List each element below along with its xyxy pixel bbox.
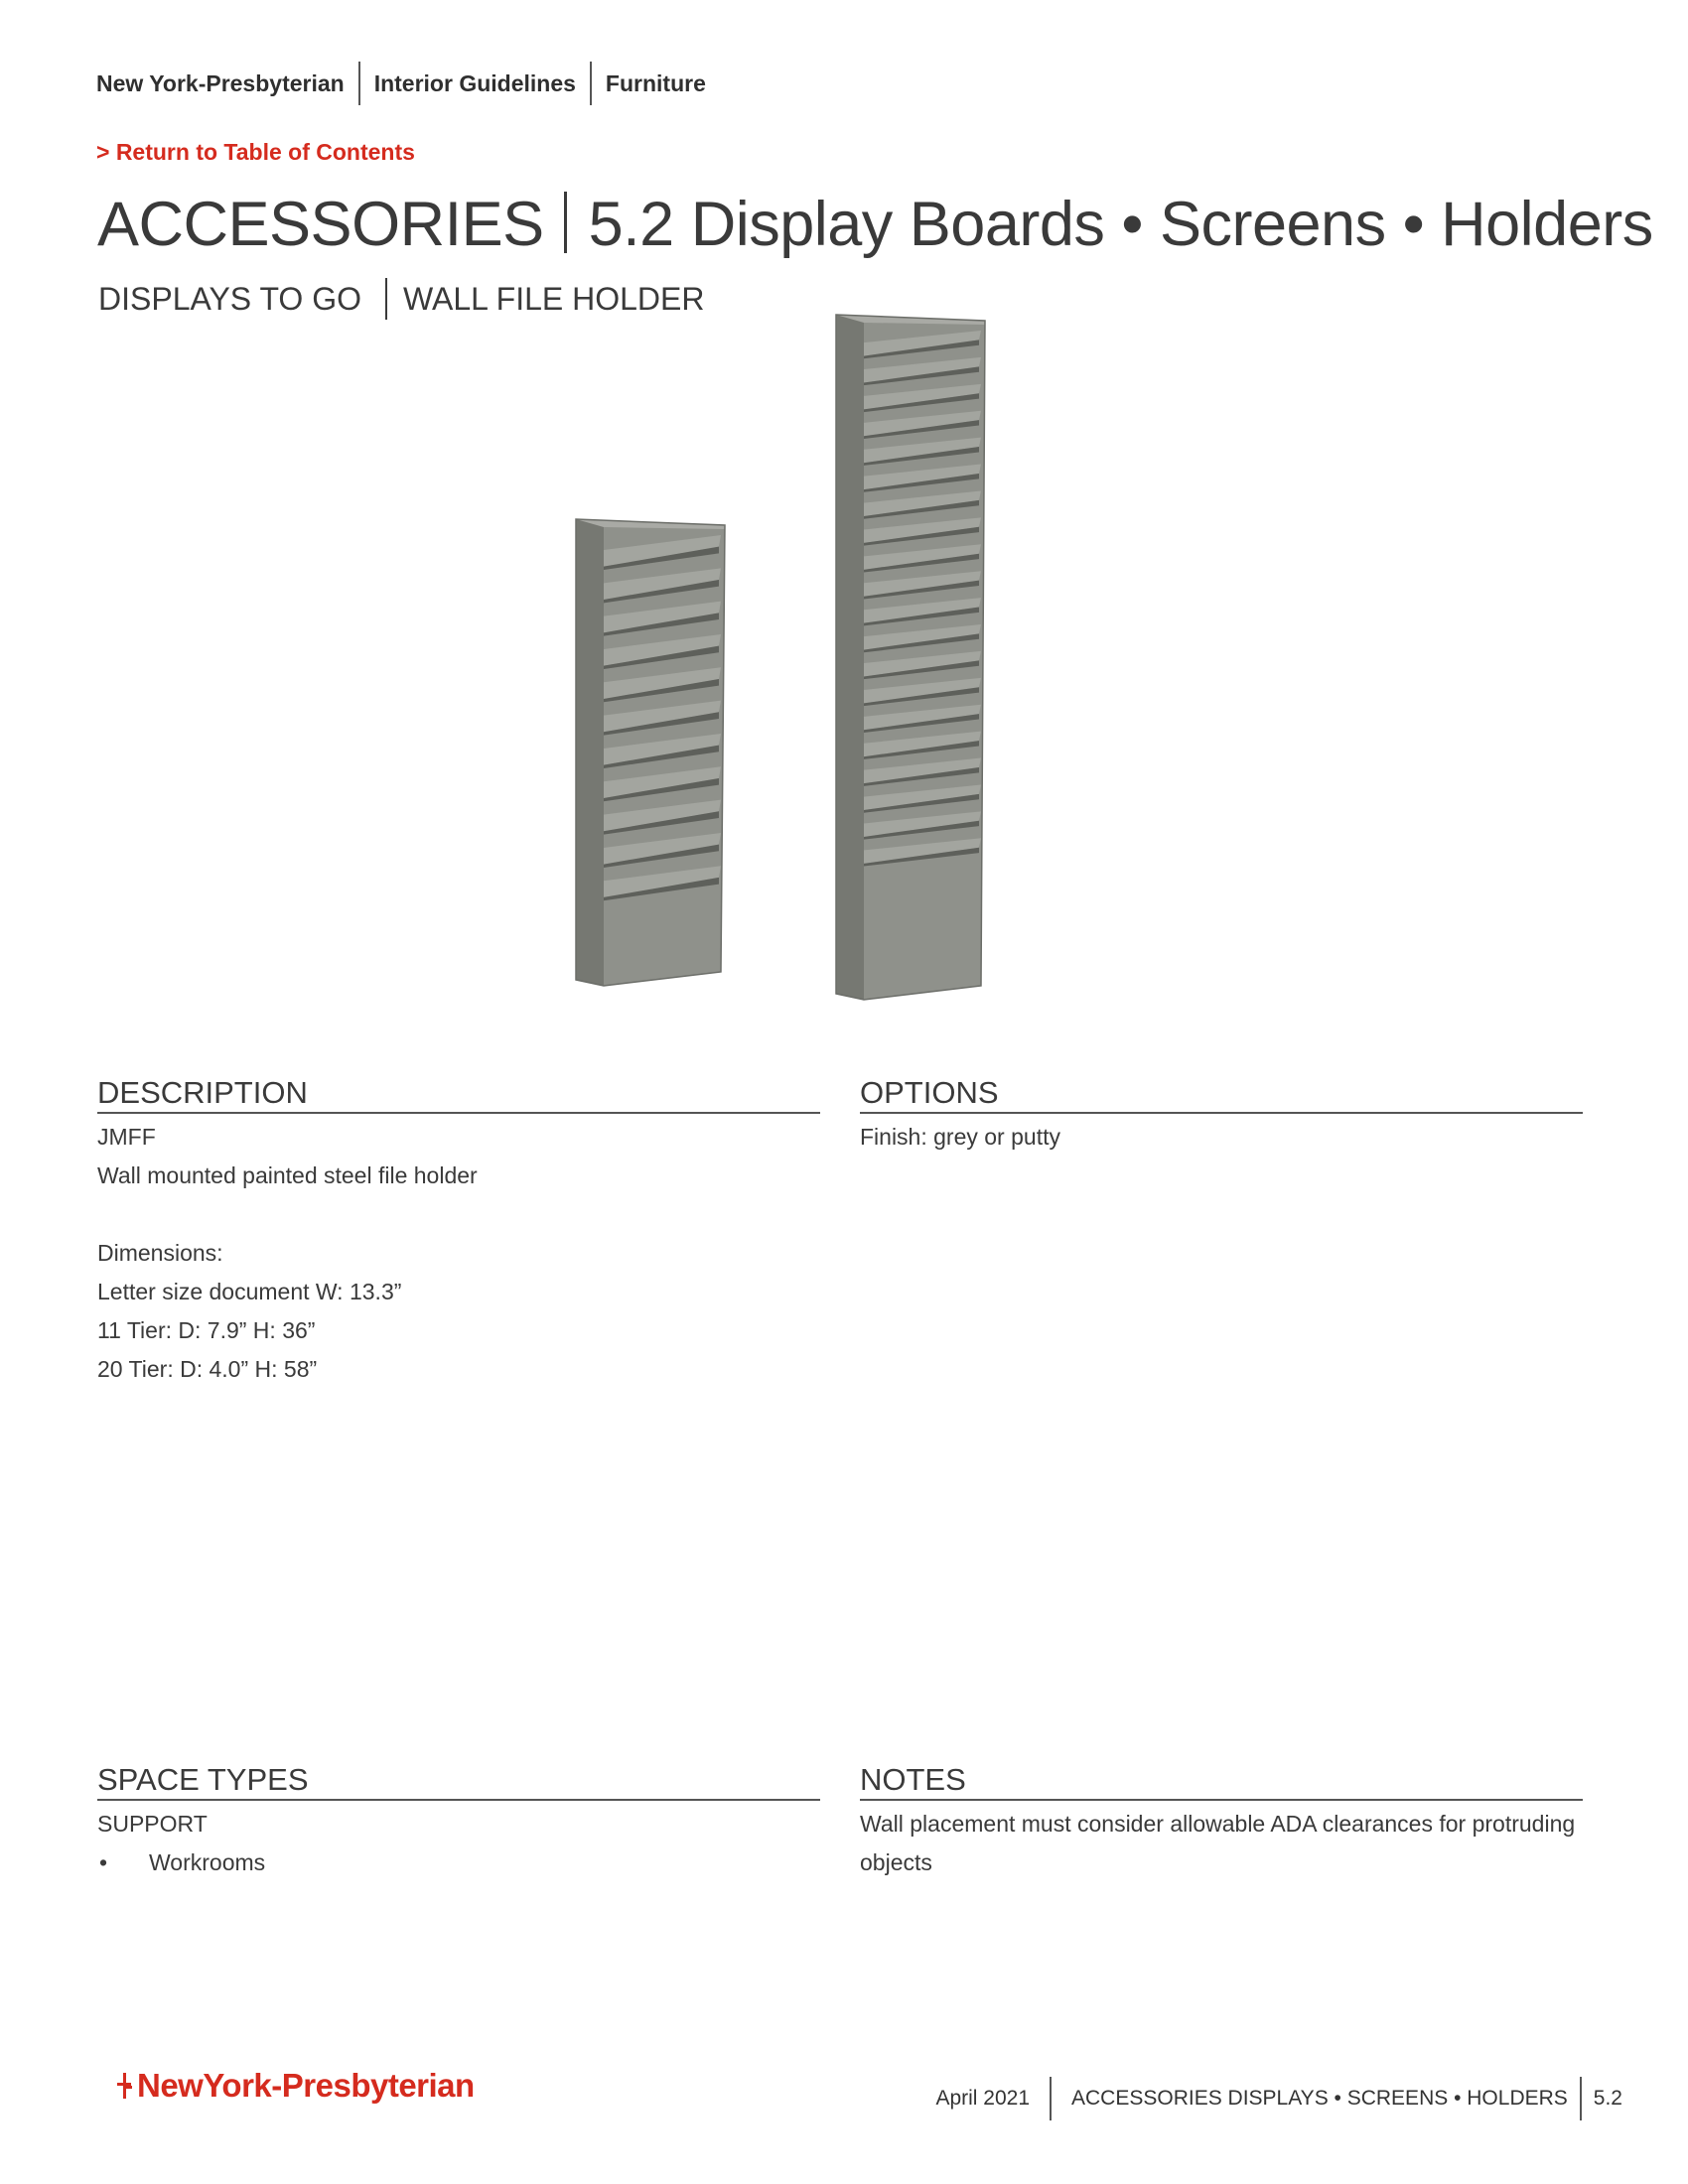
bullet-glyph: • bbox=[99, 1849, 108, 1875]
breadcrumb bbox=[96, 62, 706, 105]
space-types-heading: SPACE TYPES bbox=[97, 1761, 820, 1801]
vendor-name: DISPLAYS TO GO bbox=[98, 280, 361, 317]
file-holder-20-tier-image bbox=[836, 315, 985, 1000]
page-footer bbox=[935, 2077, 1622, 2120]
description-line: Wall mounted painted steel file holder bbox=[97, 1162, 478, 1188]
file-holder-11-tier-image bbox=[576, 519, 725, 986]
space-types-section bbox=[97, 1761, 820, 1882]
description-line: Letter size document W: 13.3” bbox=[97, 1279, 402, 1304]
notes-section bbox=[860, 1761, 1583, 1882]
space-types-body bbox=[97, 1805, 820, 1882]
options-section bbox=[860, 1074, 1583, 1157]
options-body bbox=[860, 1118, 1583, 1157]
breadcrumb-item-organization: New York-Presbyterian bbox=[96, 69, 345, 96]
page-title bbox=[97, 189, 1653, 260]
footer-date: April 2021 bbox=[935, 2087, 1030, 2110]
page-title-section: 5.2 Display Boards • Screens • Holders bbox=[588, 190, 1653, 259]
product-image-file-holders bbox=[556, 313, 1003, 1008]
list-item bbox=[97, 1843, 820, 1882]
options-line: Finish: grey or putty bbox=[860, 1124, 1060, 1150]
footer-section-name: ACCESSORIES DISPLAYS • SCREENS • HOLDERS bbox=[1071, 2087, 1568, 2110]
description-line: Dimensions: bbox=[97, 1240, 223, 1266]
space-type-category: SUPPORT bbox=[97, 1811, 208, 1837]
description-line: JMFF bbox=[97, 1124, 156, 1150]
product-name: WALL FILE HOLDER bbox=[402, 280, 705, 317]
description-line bbox=[97, 1195, 820, 1234]
breadcrumb-item-furniture: Furniture bbox=[605, 69, 706, 96]
description-line: 11 Tier: D: 7.9” H: 36” bbox=[97, 1317, 316, 1343]
subtitle-divider bbox=[385, 278, 387, 320]
notes-body bbox=[860, 1805, 1583, 1882]
description-heading: DESCRIPTION bbox=[97, 1074, 820, 1114]
nyp-logo-text: NewYork-Presbyterian bbox=[137, 2067, 475, 2104]
footer-divider bbox=[1050, 2077, 1052, 2120]
return-to-toc-link[interactable]: > Return to Table of Contents bbox=[96, 139, 415, 165]
notes-heading: NOTES bbox=[860, 1761, 1583, 1801]
breadcrumb-item-guidelines: Interior Guidelines bbox=[373, 69, 576, 96]
footer-divider bbox=[1580, 2077, 1582, 2120]
description-body bbox=[97, 1118, 820, 1389]
space-type-item: Workrooms bbox=[149, 1849, 266, 1875]
nyp-logo bbox=[117, 2067, 475, 2105]
page-number: 5.2 bbox=[1593, 2087, 1622, 2110]
notes-line: Wall placement must consider allowable ADA clearances for protruding objects bbox=[860, 1811, 1576, 1875]
description-line: 20 Tier: D: 4.0” H: 58” bbox=[97, 1356, 318, 1382]
options-heading: OPTIONS bbox=[860, 1074, 1583, 1114]
description-section bbox=[97, 1074, 820, 1389]
breadcrumb-divider bbox=[590, 62, 592, 105]
breadcrumb-divider bbox=[358, 62, 360, 105]
page-title-category: ACCESSORIES bbox=[97, 190, 544, 259]
nyp-logo-mark-icon bbox=[117, 2071, 133, 2101]
title-divider bbox=[564, 192, 567, 253]
